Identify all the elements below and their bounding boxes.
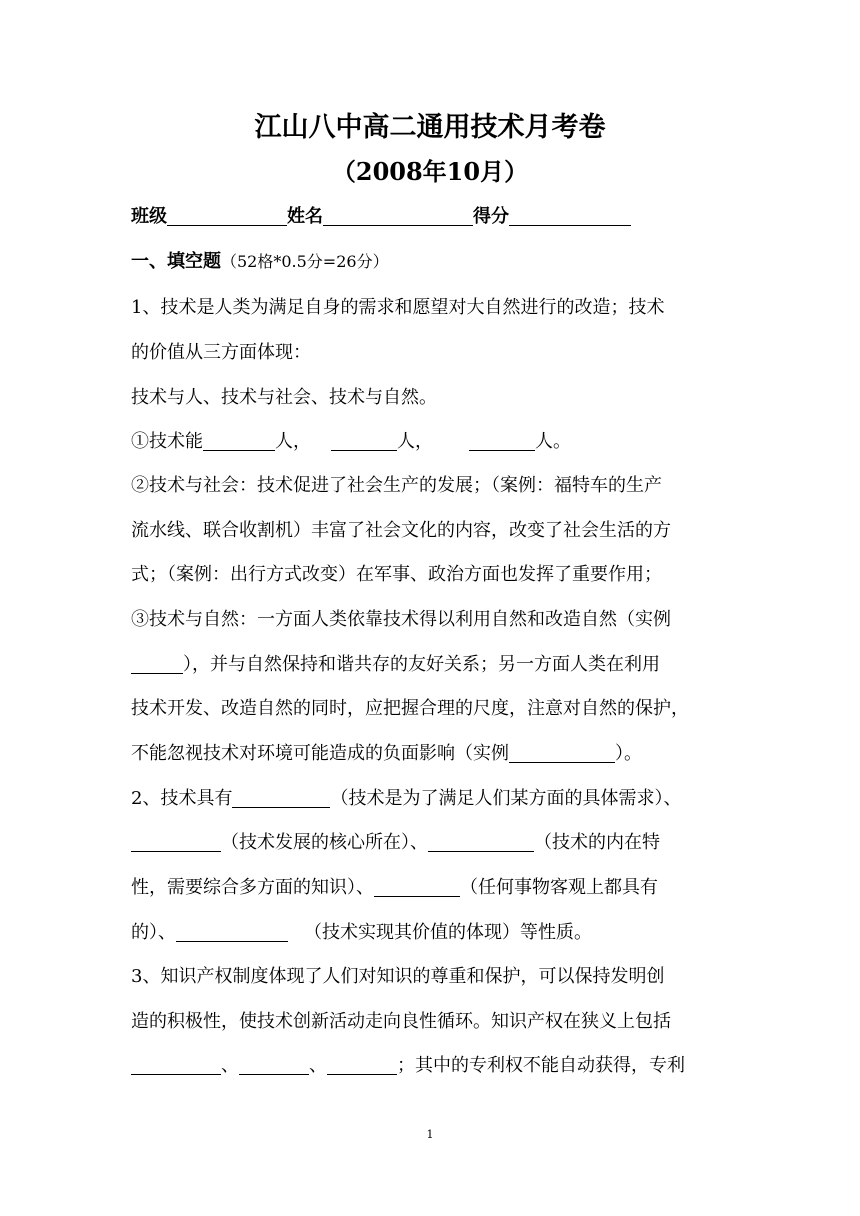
section-title: 一、填空题 bbox=[131, 251, 221, 272]
q2-line-1 bbox=[131, 779, 681, 819]
q1-text: 不能忽视技术对环境可能造成的负面影响（实例 bbox=[131, 743, 509, 764]
q1-blank-1[interactable] bbox=[203, 428, 275, 451]
student-info-line bbox=[131, 197, 631, 237]
q1-line-6: 流水线、联合收割机）丰富了社会文化的内容，改变了社会生活的方 bbox=[131, 520, 671, 541]
q1-line-3: 技术与人、技术与社会、技术与自然。 bbox=[131, 387, 437, 408]
q1-text: 人。 bbox=[535, 431, 571, 452]
q1-text: ）。 bbox=[615, 743, 642, 764]
q1-line-11 bbox=[131, 734, 642, 774]
exam-title: 江山八中高二通用技术月考卷 bbox=[254, 112, 606, 143]
q1-line-1: 1、技术是人类为满足自身的需求和愿望对大自然进行的改造；技术 bbox=[131, 297, 665, 318]
q1-line-2: 的价值从三方面体现： bbox=[131, 342, 311, 363]
q1-line-9 bbox=[131, 645, 660, 685]
q2-blank-2[interactable] bbox=[131, 829, 221, 852]
q3-line-2: 造的积极性，使技术创新活动走向良性循环。知识产权在狭义上包括 bbox=[131, 1011, 671, 1032]
q1-line-5: ②技术与社会：技术促进了社会生产的发展；（案例：福特车的生产 bbox=[131, 475, 662, 496]
q1-line-8: ③技术与自然：一方面人类依靠技术得以利用自然和改造自然（实例 bbox=[131, 609, 671, 630]
q1-line-4 bbox=[131, 422, 571, 462]
q2-blank-5[interactable] bbox=[176, 919, 288, 942]
q1-text: 人， bbox=[275, 431, 311, 452]
name-label: 姓名 bbox=[287, 206, 323, 227]
class-label: 班级 bbox=[131, 206, 167, 227]
q2-line-3 bbox=[131, 868, 658, 908]
q1-line-7: 式；（案例：出行方式改变）在军事、政治方面也发挥了重要作用； bbox=[131, 564, 662, 585]
q2-text: 性，需要综合多方面的知识）、 bbox=[131, 877, 374, 898]
q2-line-4 bbox=[131, 913, 592, 953]
q3-line-1: 3、知识产权制度体现了人们对知识的尊重和保护，可以保持发明创 bbox=[131, 966, 665, 987]
q1-blank-3[interactable] bbox=[469, 428, 535, 451]
q1-text: ①技术能 bbox=[131, 431, 203, 452]
q3-text: 、 bbox=[309, 1055, 327, 1076]
q2-blank-3[interactable] bbox=[428, 829, 534, 852]
page-number: 1 bbox=[426, 1128, 434, 1141]
q1-line-10: 技术开发、改造自然的同时，应把握合理的尺度，注意对自然的保护， bbox=[131, 698, 689, 719]
q3-line-3 bbox=[131, 1046, 685, 1086]
q1-blank-2[interactable] bbox=[331, 428, 397, 451]
q3-text: ；其中的专利权不能自动获得，专利 bbox=[397, 1055, 685, 1076]
q2-blank-1[interactable] bbox=[232, 785, 330, 808]
q2-blank-4[interactable] bbox=[374, 874, 460, 897]
q2-text: （技术实现其价值的体现）等性质。 bbox=[304, 922, 592, 943]
q2-text: 的）、 bbox=[131, 922, 176, 943]
exam-date: （2008年10月） bbox=[331, 157, 529, 186]
q2-line-2 bbox=[131, 823, 660, 863]
q3-text: 、 bbox=[221, 1055, 239, 1076]
q3-blank-2[interactable] bbox=[239, 1052, 309, 1075]
score-label: 得分 bbox=[473, 206, 509, 227]
q1-blank-5[interactable] bbox=[509, 740, 615, 763]
section-heading bbox=[131, 242, 389, 282]
q3-blank-3[interactable] bbox=[327, 1052, 397, 1075]
q1-text: ），并与自然保持和谐共存的友好关系；另一方面人类在利用 bbox=[183, 654, 660, 675]
q2-text: 2、技术具有 bbox=[131, 788, 233, 809]
q1-blank-4[interactable] bbox=[131, 651, 183, 674]
q2-text: （技术发展的核心所在）、 bbox=[221, 832, 428, 853]
q2-text: （技术的内在特 bbox=[534, 832, 660, 853]
score-blank[interactable] bbox=[509, 203, 631, 226]
q2-text: （任何事物客观上都具有 bbox=[460, 877, 658, 898]
class-blank[interactable] bbox=[167, 203, 287, 226]
q3-blank-1[interactable] bbox=[131, 1052, 221, 1075]
section-note: （52格*0.5分=26分） bbox=[221, 252, 389, 271]
name-blank[interactable] bbox=[323, 203, 473, 226]
q1-text: 人， bbox=[397, 431, 433, 452]
q2-text: （技术是为了满足人们某方面的具体需求）、 bbox=[330, 788, 682, 809]
